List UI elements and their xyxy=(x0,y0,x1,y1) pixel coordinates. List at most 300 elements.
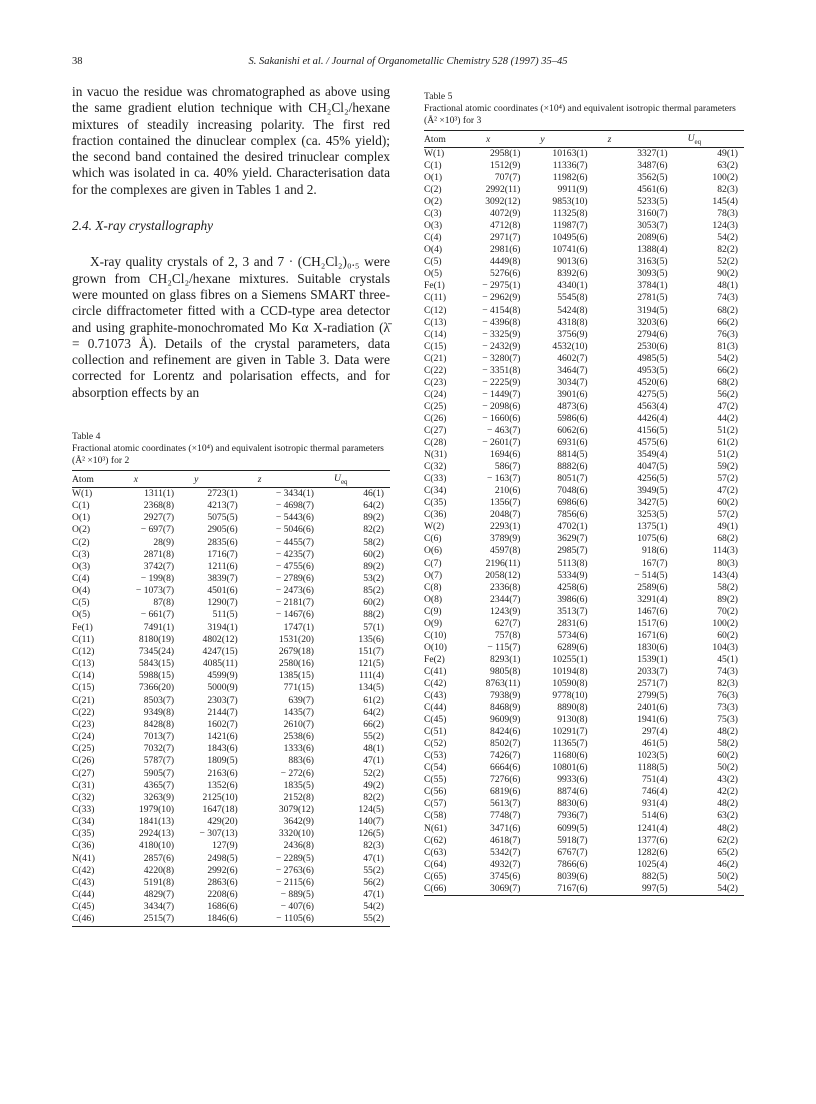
table5-header-2: y xyxy=(526,131,593,148)
atom-cell: O(2) xyxy=(424,196,443,208)
value-cell: − 4698(7) xyxy=(275,500,314,512)
table-4-label: Table 4 xyxy=(72,431,101,442)
value-cell: 1531(20) xyxy=(278,633,314,645)
value-cell: 4426(4) xyxy=(637,412,668,424)
table-row xyxy=(72,780,390,792)
value-cell: 1512(9) xyxy=(490,159,521,171)
value-cell: 5424(8) xyxy=(557,304,588,316)
table-row xyxy=(424,810,744,822)
atom-cell: C(28) xyxy=(424,437,447,449)
atom-cell: C(33) xyxy=(424,473,447,485)
value-cell: 43(2) xyxy=(717,774,738,786)
table-4-caption-block xyxy=(72,431,390,467)
value-cell: 54(2) xyxy=(717,352,738,364)
atom-cell: C(6) xyxy=(424,533,442,545)
table-row xyxy=(72,792,390,804)
value-cell: 89(2) xyxy=(717,593,738,605)
atom-cell: C(55) xyxy=(424,774,447,786)
atom-cell: C(36) xyxy=(424,509,447,521)
value-cell: 3471(6) xyxy=(490,822,521,834)
value-cell: 121(5) xyxy=(358,658,384,670)
value-cell: 2971(7) xyxy=(490,232,521,244)
atom-cell: C(14) xyxy=(72,670,95,682)
value-cell: 1385(15) xyxy=(278,670,314,682)
value-cell: 63(2) xyxy=(717,159,738,171)
value-cell: 90(2) xyxy=(717,268,738,280)
table-5-label: Table 5 xyxy=(424,91,453,102)
value-cell: 4829(7) xyxy=(143,889,175,901)
table-row xyxy=(72,840,390,852)
table-row xyxy=(72,865,390,877)
value-cell: 60(2) xyxy=(717,750,738,762)
atom-cell: C(43) xyxy=(424,690,447,702)
value-cell: 883(6) xyxy=(288,755,314,767)
value-cell: 68(2) xyxy=(717,376,738,388)
value-cell: 1188(5) xyxy=(637,762,668,774)
value-cell: − 2225(9) xyxy=(482,376,521,388)
table-row xyxy=(424,570,744,582)
value-cell: 135(6) xyxy=(358,633,384,645)
value-cell: 4561(6) xyxy=(637,184,668,196)
table-row xyxy=(72,695,390,707)
value-cell: 5988(15) xyxy=(138,670,175,682)
value-cell: 4247(15) xyxy=(202,645,238,657)
table-row xyxy=(424,774,744,786)
value-cell: 3160(7) xyxy=(637,208,668,220)
value-cell: 7936(7) xyxy=(557,810,588,822)
value-cell: 65(2) xyxy=(717,846,738,858)
table-row xyxy=(72,901,390,913)
table-row xyxy=(424,160,744,172)
value-cell: 2163(6) xyxy=(207,767,238,779)
value-cell: 124(3) xyxy=(712,220,738,232)
value-cell: 8882(6) xyxy=(557,461,588,473)
value-cell: 48(2) xyxy=(717,798,738,810)
value-cell: 4599(9) xyxy=(207,670,238,682)
value-cell: 127(9) xyxy=(212,840,238,852)
atom-cell: C(34) xyxy=(424,485,447,497)
value-cell: 114(3) xyxy=(712,545,738,557)
value-cell: − 2432(9) xyxy=(482,340,521,352)
value-cell: 57(2) xyxy=(717,509,738,521)
value-cell: 1809(5) xyxy=(207,755,238,767)
value-cell: 7167(6) xyxy=(526,883,593,896)
value-cell: 4932(7) xyxy=(490,858,521,870)
value-cell: 5545(8) xyxy=(557,292,588,304)
value-cell: 8468(9) xyxy=(490,702,521,714)
body-column xyxy=(72,84,390,401)
value-cell: − 3434(1) xyxy=(275,487,314,499)
table-row xyxy=(424,521,744,533)
value-cell: 57(1) xyxy=(363,621,384,633)
atom-cell: C(65) xyxy=(424,870,447,882)
atom-cell: C(45) xyxy=(424,714,447,726)
value-cell: 3427(5) xyxy=(637,497,668,509)
value-cell: 2125(10) xyxy=(202,791,238,803)
atom-cell: O(8) xyxy=(424,593,443,605)
value-cell: 1435(7) xyxy=(283,706,314,718)
atom-cell: C(8) xyxy=(424,581,442,593)
value-cell: 54(2) xyxy=(717,232,738,244)
table-row xyxy=(424,666,744,678)
value-cell: − 889(5) xyxy=(280,889,314,901)
value-cell: 111(4) xyxy=(359,670,384,682)
value-cell: 2905(6) xyxy=(207,524,238,536)
table-row xyxy=(424,280,744,292)
value-cell: 85(2) xyxy=(363,585,384,597)
value-cell: − 2763(6) xyxy=(275,864,314,876)
value-cell: 3053(7) xyxy=(637,220,668,232)
value-cell: 55(2) xyxy=(320,913,390,926)
value-cell: 5113(8) xyxy=(557,557,588,569)
table-row xyxy=(72,853,390,865)
value-cell: 82(2) xyxy=(717,244,738,256)
table-row xyxy=(424,172,744,184)
atom-cell: C(15) xyxy=(72,682,95,694)
value-cell: 74(3) xyxy=(717,665,738,677)
table-row xyxy=(424,690,744,702)
table5-header-3: z xyxy=(594,131,674,148)
value-cell: 89(2) xyxy=(363,512,384,524)
value-cell: − 3325(9) xyxy=(482,328,521,340)
value-cell: 11365(7) xyxy=(552,738,588,750)
value-cell: 7491(1) xyxy=(143,621,175,633)
table-row xyxy=(424,738,744,750)
running-head: S. Sakanishi et al. / Journal of Organometallic Chemistry 528 (1997) 35–45 xyxy=(248,56,568,67)
value-cell: 167(7) xyxy=(642,557,668,569)
value-cell: 60(2) xyxy=(363,548,384,560)
value-cell: 2589(6) xyxy=(637,581,668,593)
page-header xyxy=(72,56,744,70)
value-cell: 10255(1) xyxy=(552,653,588,665)
atom-cell: C(4) xyxy=(72,573,90,584)
value-cell: 1241(4) xyxy=(637,822,668,834)
value-cell: 49(1) xyxy=(717,147,738,159)
value-cell: 2985(7) xyxy=(557,545,588,557)
table-row xyxy=(424,256,744,268)
atom-cell: O(5) xyxy=(72,609,91,621)
table-4 xyxy=(72,431,390,927)
value-cell: 50(2) xyxy=(717,870,738,882)
value-cell: 42(2) xyxy=(717,786,738,798)
table-row xyxy=(424,425,744,437)
value-cell: 3194(1) xyxy=(207,621,238,633)
value-cell: 9013(6) xyxy=(557,256,588,268)
value-cell: − 2181(7) xyxy=(275,597,314,609)
table-row xyxy=(72,707,390,719)
table-row xyxy=(72,804,390,816)
value-cell: 7938(9) xyxy=(490,690,521,702)
table-row xyxy=(424,377,744,389)
atom-cell: C(32) xyxy=(72,791,95,803)
value-cell: 60(2) xyxy=(717,497,738,509)
value-cell: 1025(4) xyxy=(637,858,668,870)
value-cell: 1694(6) xyxy=(490,449,521,461)
value-cell: 3642(9) xyxy=(283,816,314,828)
value-cell: 2781(5) xyxy=(637,292,668,304)
value-cell: 8503(7) xyxy=(143,694,175,706)
table-row xyxy=(72,731,390,743)
atom-cell: C(44) xyxy=(424,702,447,714)
value-cell: 3320(10) xyxy=(278,828,314,840)
value-cell: 9933(6) xyxy=(557,774,588,786)
atom-cell: C(13) xyxy=(72,658,95,670)
value-cell: 4712(8) xyxy=(490,220,521,232)
value-cell: 2196(11) xyxy=(485,557,521,569)
paragraph-1: in vacuo the residue was chromatographed as above using the same gradient elution technique with CH₂Cl₂/hexane mixtures of steadily increasing polarity. The first red fraction contained the dinuclear complex (ca. 45% yield); the second band contained the desired trinuclear complex which was isolated in ca. 40% yield. Characterisation data for the complexes are given in Tables 1 and 2. xyxy=(72,84,390,197)
page-number: 38 xyxy=(72,56,83,67)
value-cell: 46(2) xyxy=(717,858,738,870)
value-cell: 4318(8) xyxy=(557,316,588,328)
value-cell: 4618(7) xyxy=(490,834,521,846)
value-cell: − 5443(6) xyxy=(275,512,314,524)
value-cell: 4449(8) xyxy=(490,256,521,268)
value-cell: 9853(10) xyxy=(552,196,588,208)
value-cell: 104(3) xyxy=(712,641,738,653)
atom-cell: N(31) xyxy=(424,449,447,461)
value-cell: − 514(5) xyxy=(634,569,668,581)
value-cell: 4702(1) xyxy=(557,521,588,533)
value-cell: − 4154(8) xyxy=(482,304,521,316)
value-cell: 210(6) xyxy=(494,485,521,497)
value-cell: 1841(13) xyxy=(138,816,175,828)
value-cell: 82(3) xyxy=(363,840,384,852)
value-cell: − 697(7) xyxy=(140,524,175,536)
value-cell: 1517(6) xyxy=(637,617,668,629)
value-cell: 70(2) xyxy=(717,605,738,617)
atom-cell: C(22) xyxy=(72,706,95,718)
value-cell: − 407(6) xyxy=(280,901,314,913)
table-row xyxy=(424,365,744,377)
value-cell: 5075(5) xyxy=(207,512,238,524)
value-cell: 429(20) xyxy=(207,816,238,828)
atom-cell: C(64) xyxy=(424,858,447,870)
value-cell: 3839(7) xyxy=(207,573,238,584)
value-cell: 771(15) xyxy=(283,682,314,694)
atom-cell: C(51) xyxy=(424,726,447,738)
value-cell: 3789(9) xyxy=(490,533,521,545)
value-cell: 55(2) xyxy=(363,731,384,743)
atom-cell: C(56) xyxy=(424,786,447,798)
value-cell: 7013(7) xyxy=(143,731,175,743)
value-cell: 56(2) xyxy=(717,388,738,400)
value-cell: 61(2) xyxy=(363,694,384,706)
table5-header-0: Atom xyxy=(424,131,472,148)
atom-cell: N(41) xyxy=(72,852,95,864)
table-row xyxy=(424,437,744,449)
table5-header-1: x xyxy=(472,131,526,148)
value-cell: − 463(7) xyxy=(487,424,521,436)
section-heading: 2.4. X-ray crystallography xyxy=(72,218,214,234)
value-cell: 4256(5) xyxy=(637,473,668,485)
value-cell: 4802(12) xyxy=(202,633,238,645)
table-row xyxy=(424,847,744,859)
value-cell: − 272(6) xyxy=(280,767,314,779)
value-cell: 1282(6) xyxy=(637,846,668,858)
value-cell: 8039(6) xyxy=(557,870,588,882)
table-row xyxy=(424,630,744,642)
value-cell: 5905(7) xyxy=(143,767,175,779)
value-cell: − 4396(8) xyxy=(482,316,521,328)
value-cell: 58(2) xyxy=(363,536,384,548)
atom-cell: O(1) xyxy=(72,512,91,524)
value-cell: − 5046(6) xyxy=(275,524,314,536)
table-row xyxy=(424,449,744,461)
atom-cell: C(3) xyxy=(424,208,442,220)
atom-cell: C(4) xyxy=(424,232,442,244)
value-cell: 5191(8) xyxy=(143,876,175,888)
value-cell: − 1467(6) xyxy=(275,609,314,621)
value-cell: 1843(6) xyxy=(207,743,238,755)
value-cell: 51(2) xyxy=(717,424,738,436)
value-cell: − 4455(7) xyxy=(275,536,314,548)
value-cell: − 2601(7) xyxy=(482,437,521,449)
value-cell: 58(2) xyxy=(717,581,738,593)
atom-cell: C(54) xyxy=(424,762,447,774)
value-cell: 1290(7) xyxy=(207,597,238,609)
value-cell: 1979(10) xyxy=(138,803,175,815)
value-cell: 7866(6) xyxy=(557,858,588,870)
atom-cell: C(12) xyxy=(424,304,447,316)
value-cell: 11680(6) xyxy=(552,750,588,762)
value-cell: 6664(6) xyxy=(490,762,521,774)
value-cell: 4365(7) xyxy=(143,779,175,791)
table5-header-4: $U_{eq}$ xyxy=(674,131,744,148)
atom-cell: C(36) xyxy=(72,840,95,852)
table-row xyxy=(424,232,744,244)
value-cell: 7032(7) xyxy=(143,743,175,755)
value-cell: 5342(7) xyxy=(490,846,521,858)
value-cell: 48(1) xyxy=(363,743,384,755)
atom-cell: C(12) xyxy=(72,645,95,657)
atom-cell: Fe(1) xyxy=(424,280,445,292)
table-row xyxy=(72,512,390,524)
atom-cell: O(7) xyxy=(424,569,443,581)
atom-cell: O(9) xyxy=(424,617,443,629)
value-cell: 4213(7) xyxy=(207,500,238,512)
table4-header-0: Atom xyxy=(72,471,120,488)
atom-cell: C(2) xyxy=(424,184,442,196)
table-row xyxy=(424,618,744,630)
value-cell: − 661(7) xyxy=(140,609,175,621)
value-cell: 3513(7) xyxy=(557,605,588,617)
table-row xyxy=(424,353,744,365)
value-cell: 89(2) xyxy=(363,560,384,572)
value-cell: 47(1) xyxy=(363,852,384,864)
table-row xyxy=(424,485,744,497)
value-cell: 140(7) xyxy=(358,816,384,828)
atom-cell: O(3) xyxy=(72,560,91,572)
value-cell: 8814(5) xyxy=(557,449,588,461)
value-cell: 4597(8) xyxy=(490,545,521,557)
atom-cell: C(10) xyxy=(424,629,447,641)
value-cell: 2992(6) xyxy=(207,864,238,876)
value-cell: 10194(8) xyxy=(552,665,588,677)
value-cell: 461(5) xyxy=(642,738,668,750)
value-cell: 1671(6) xyxy=(637,629,668,641)
value-cell: 2831(6) xyxy=(557,617,588,629)
paragraph-2: X-ray quality crystals of 2, 3 and 7 · (CH₂Cl₂)₀.₅ were grown from CH₂Cl₂/hexane mixtures. Suitable crystals were mounted on glass fibres on a Siemens SMART three-circle diffractometer fitted with a CCD-type area detector and using graphite-monochromated Mo Kα X-radiation (λ̄ = 0.71073 Å). Details of the crystal parameters, data collection and refinement are given in Table 3. Data were corrected for Lorentz and polarisation effects, and for absorption effects by an xyxy=(72,254,390,400)
value-cell: 1075(6) xyxy=(637,533,668,545)
value-cell: 52(2) xyxy=(363,767,384,779)
table-row xyxy=(424,413,744,425)
value-cell: 11336(7) xyxy=(552,159,588,171)
value-cell: 5276(6) xyxy=(490,268,521,280)
value-cell: − 1660(6) xyxy=(482,412,521,424)
value-cell: 2580(16) xyxy=(278,658,314,670)
value-cell: 2794(6) xyxy=(637,328,668,340)
table-row xyxy=(424,786,744,798)
value-cell: 64(2) xyxy=(363,500,384,512)
value-cell: 8874(6) xyxy=(557,786,588,798)
value-cell: 47(1) xyxy=(363,755,384,767)
value-cell: 10590(8) xyxy=(552,677,588,689)
atom-cell: C(44) xyxy=(72,889,95,901)
atom-cell: C(35) xyxy=(424,497,447,509)
value-cell: 28(9) xyxy=(153,536,175,548)
value-cell: 2538(6) xyxy=(283,731,314,743)
value-cell: 3434(7) xyxy=(143,901,175,913)
value-cell: 68(2) xyxy=(717,533,738,545)
atom-cell: C(43) xyxy=(72,876,95,888)
value-cell: 2571(7) xyxy=(637,677,668,689)
table-row xyxy=(424,147,744,160)
value-cell: 4520(6) xyxy=(637,376,668,388)
value-cell: 2152(8) xyxy=(283,791,314,803)
value-cell: 4220(8) xyxy=(143,864,175,876)
value-cell: 1941(6) xyxy=(637,714,668,726)
atom-cell: C(42) xyxy=(72,864,95,876)
value-cell: 2799(5) xyxy=(637,690,668,702)
value-cell: − 115(7) xyxy=(487,641,521,653)
table-row xyxy=(424,509,744,521)
table-row xyxy=(72,585,390,597)
atom-cell: Fe(1) xyxy=(72,621,93,633)
value-cell: 1830(6) xyxy=(637,641,668,653)
value-cell: 10495(6) xyxy=(552,232,588,244)
value-cell: − 2473(6) xyxy=(275,585,314,597)
value-cell: 4602(7) xyxy=(557,352,588,364)
value-cell: 746(4) xyxy=(642,786,668,798)
atom-cell: W(1) xyxy=(424,147,445,159)
atom-cell: W(1) xyxy=(72,487,93,499)
atom-cell: C(22) xyxy=(424,364,447,376)
atom-cell: C(13) xyxy=(424,316,447,328)
value-cell: 8051(7) xyxy=(557,473,588,485)
value-cell: 2336(8) xyxy=(490,581,521,593)
value-cell: 2924(13) xyxy=(138,828,175,840)
value-cell: 3562(5) xyxy=(637,172,668,183)
table-row xyxy=(72,622,390,634)
value-cell: − 2115(6) xyxy=(276,876,314,888)
atom-cell: C(21) xyxy=(424,352,447,364)
value-cell: − 4755(6) xyxy=(275,560,314,572)
value-cell: 4953(5) xyxy=(637,364,668,376)
value-cell: 50(2) xyxy=(717,762,738,774)
value-cell: 82(2) xyxy=(363,524,384,536)
table-row xyxy=(424,678,744,690)
value-cell: 2530(6) xyxy=(637,340,668,352)
value-cell: 88(2) xyxy=(363,609,384,621)
value-cell: 2498(5) xyxy=(207,852,238,864)
value-cell: 1467(6) xyxy=(637,605,668,617)
value-cell: 3745(6) xyxy=(490,870,521,882)
value-cell: 1333(6) xyxy=(283,743,314,755)
value-cell: 4047(5) xyxy=(637,461,668,473)
value-cell: 7276(6) xyxy=(490,774,521,786)
value-cell: 75(3) xyxy=(717,714,738,726)
value-cell: 7366(20) xyxy=(138,682,175,694)
